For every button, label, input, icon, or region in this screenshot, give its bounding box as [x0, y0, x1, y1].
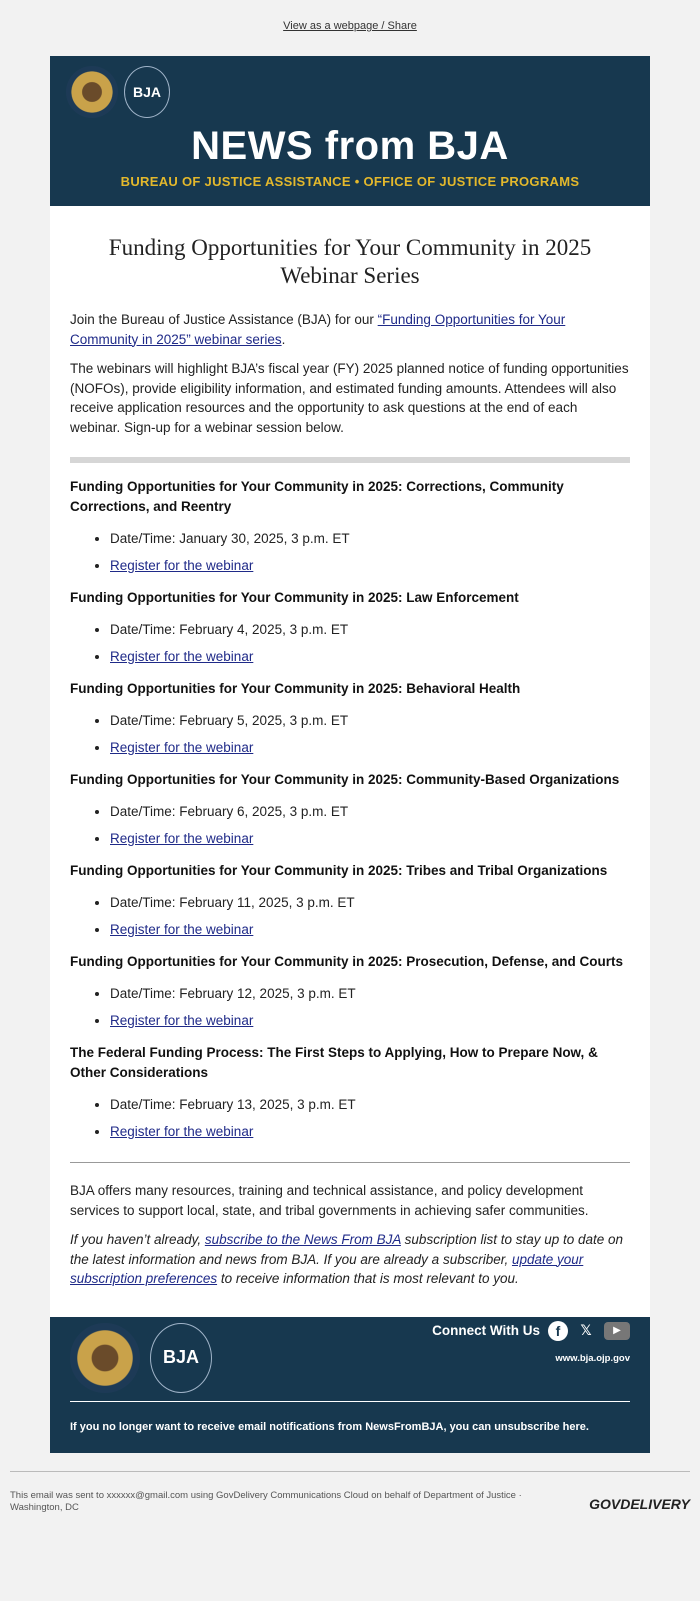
webinar-date: • Date/Time: February 13, 2025, 3 p.m. ET [110, 1095, 630, 1115]
email-body [50, 56, 650, 1453]
webinar-title: Funding Opportunities for Your Community in 2025: Tribes and Tribal Organizations [70, 863, 608, 878]
govdelivery-logo: GOVDELIVERY [589, 1495, 690, 1512]
webinar-title: Funding Opportunities for Your Community in 2025: Corrections, Community Corrections, and Reentry [70, 479, 564, 514]
footer-divider [70, 1401, 630, 1402]
main-content [50, 206, 650, 1317]
webinar-title: Funding Opportunities for Your Community in 2025: Behavioral Health [70, 681, 521, 696]
subscribe-link[interactable]: subscribe to the News From BJA [204, 1232, 401, 1247]
webinar-item [70, 952, 630, 1031]
section-divider [70, 457, 630, 463]
view-as-webpage-link[interactable]: View as a webpage / Share [283, 20, 417, 32]
social-links [432, 1321, 630, 1341]
webinar-item [70, 588, 630, 667]
webinar-date: • Date/Time: February 4, 2025, 3 p.m. ET [110, 620, 630, 640]
newsletter-subtitle: BUREAU OF JUSTICE ASSISTANCE • OFFICE OF JUSTICE PROGRAMS [120, 174, 580, 189]
facebook-icon[interactable]: f [548, 1321, 568, 1341]
closing-divider [70, 1162, 630, 1163]
register-link[interactable]: Register for the webinar [110, 1124, 254, 1139]
doj-seal-icon [70, 1323, 140, 1393]
webinar-item [70, 861, 630, 940]
youtube-icon[interactable]: ▶ [604, 1322, 630, 1340]
register-link[interactable]: Register for the webinar [110, 831, 254, 846]
bja-seal-icon: BJA [124, 66, 170, 118]
preferences-link[interactable]: update your subscription preferences [70, 1251, 584, 1286]
register-link[interactable]: Register for the webinar [110, 649, 254, 664]
intro-paragraph: Join the Bureau of Justice Assistance (BJA) for our “Funding Opportunities for Your Community in 2025” webinar series. [70, 312, 566, 347]
webinar-item [70, 679, 630, 758]
register-link[interactable]: Register for the webinar [110, 922, 254, 937]
webinar-title: Funding Opportunities for Your Community in 2025: Community-Based Organizations [70, 772, 620, 787]
bja-seal-icon: BJA [150, 1323, 212, 1393]
webinar-date: • Date/Time: January 30, 2025, 3 p.m. ET [110, 529, 630, 549]
webinar-title: Funding Opportunities for Your Community in 2025: Law Enforcement [70, 590, 519, 605]
webinar-item [70, 770, 630, 849]
page-title: Funding Opportunities for Your Community in 2025 Webinar Series [108, 235, 592, 288]
website-link[interactable]: www.bja.ojp.gov [555, 1352, 630, 1364]
webinar-item [70, 477, 630, 576]
webinar-date: • Date/Time: February 5, 2025, 3 p.m. ET [110, 711, 630, 731]
webinar-date: • Date/Time: February 6, 2025, 3 p.m. ET [110, 802, 630, 822]
bottom-bar [10, 1471, 690, 1514]
webinar-title: Funding Opportunities for Your Community in 2025: Prosecution, Defense, and Courts [70, 954, 624, 969]
webinar-item [70, 1043, 630, 1142]
email-footer [50, 1317, 650, 1453]
doj-seal-icon [66, 66, 118, 118]
x-icon[interactable]: 𝕏 [580, 1322, 592, 1338]
unsubscribe-text[interactable]: If you no longer want to receive email notifications from NewsFromBJA, you can unsubscribe here. [70, 1420, 589, 1433]
register-link[interactable]: Register for the webinar [110, 740, 254, 755]
description-paragraph: The webinars will highlight BJA’s fiscal year (FY) 2025 planned notice of funding opportunities (NOFOs), provide eligibility information, and estimated funding amounts. Attendees will also receive application resources and the opportunity to ask questions at the end of each webinar. Sign-up for a webinar session below. [70, 361, 629, 435]
register-link[interactable]: Register for the webinar [110, 1013, 254, 1028]
email-header [50, 56, 650, 206]
webinar-date: • Date/Time: February 12, 2025, 3 p.m. ET [110, 984, 630, 1004]
sent-to-note: This email was sent to xxxxxx@gmail.com using GovDelivery Communications Cloud on behalf of Department of Justice · Washington, DC [10, 1489, 522, 1513]
newsletter-title: NEWS from BJA [191, 124, 509, 168]
register-link[interactable]: Register for the webinar [110, 558, 254, 573]
subscribe-paragraph: If you haven’t already, subscribe to the News From BJA subscription list to stay up to date on the latest information and news from BJA. If you are already a subscriber, update your subscription preferences to receive information that is most relevant to you. [70, 1232, 624, 1286]
webinar-date: • Date/Time: February 11, 2025, 3 p.m. ET [110, 893, 630, 913]
resources-paragraph: BJA offers many resources, training and technical assistance, and policy development services to support local, state, and tribal governments in achieving safer communities. [70, 1183, 589, 1218]
connect-label: Connect With Us [432, 1323, 540, 1338]
top-bar [0, 0, 700, 56]
webinar-title: The Federal Funding Process: The First Steps to Applying, How to Prepare Now, & Other Considerations [70, 1045, 598, 1080]
webinar-series-link[interactable]: “Funding Opportunities for Your Community in 2025” webinar series [70, 312, 566, 347]
